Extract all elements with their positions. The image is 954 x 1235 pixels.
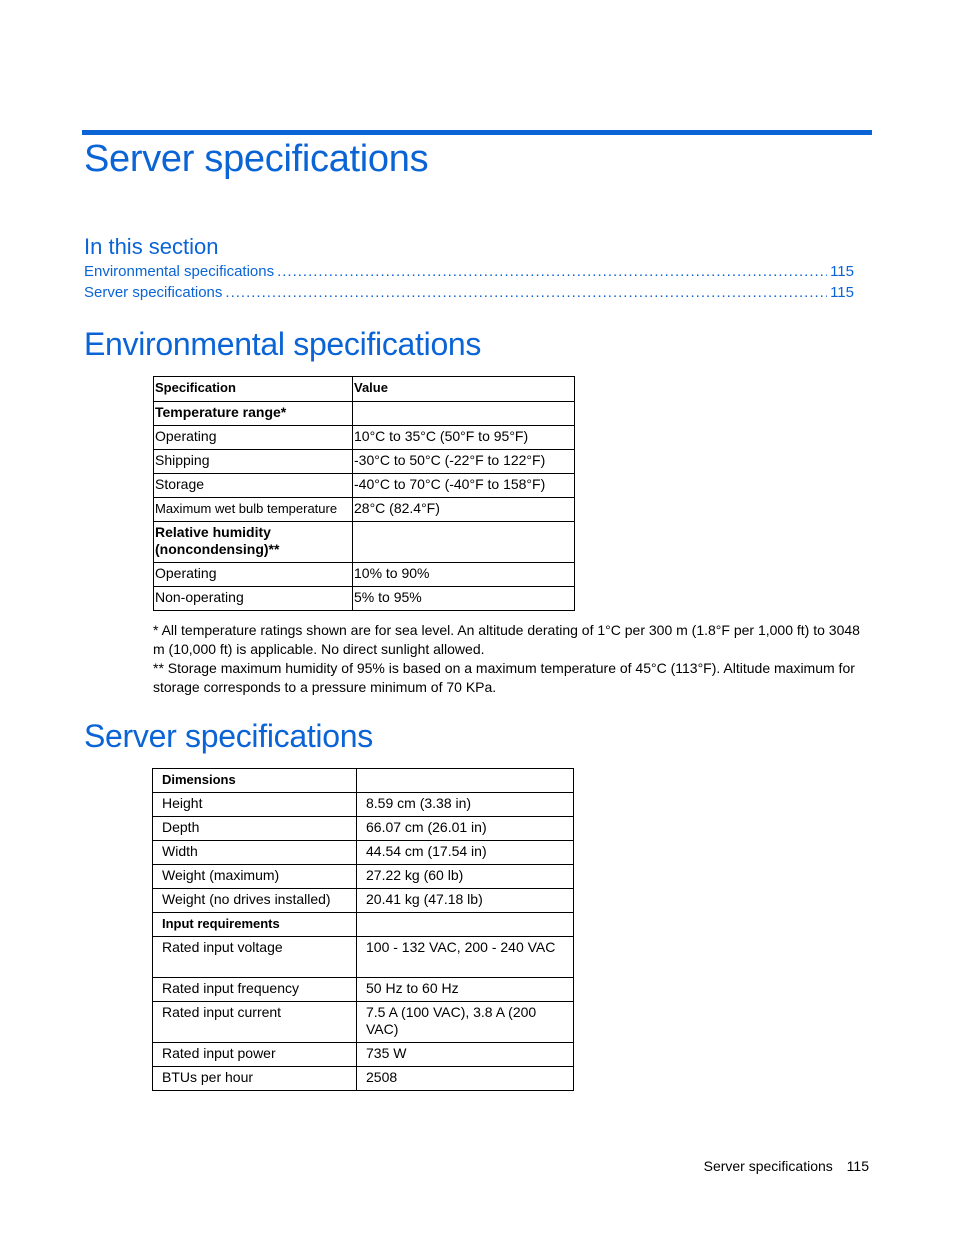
- table-cell: BTUs per hour: [153, 1067, 357, 1091]
- table-cell: Weight (no drives installed): [153, 889, 357, 913]
- footnote-humidity: ** Storage maximum humidity of 95% is based on a maximum temperature of 45°C (113°F). Altitude maximum for storage corresponds to a pressure minimum of 70 KPa.: [153, 660, 855, 695]
- table-cell: Relative humidity (noncondensing)**: [154, 522, 353, 563]
- server-specifications-heading: Server specifications: [84, 718, 373, 754]
- table-cell: Weight (maximum): [153, 865, 357, 889]
- table-row: [154, 522, 575, 563]
- table-row: [153, 769, 574, 793]
- table-row: [153, 1002, 574, 1043]
- table-row: [153, 793, 574, 817]
- table-row: [153, 865, 574, 889]
- page-title: Server specifications: [84, 138, 429, 180]
- table-cell: Operating: [154, 563, 353, 587]
- table-cell: Rated input current: [153, 1002, 357, 1043]
- table-row: [154, 563, 575, 587]
- table-cell: 10°C to 35°C (50°F to 95°F): [353, 426, 575, 450]
- table-cell: 10% to 90%: [353, 563, 575, 587]
- table-cell: Maximum wet bulb temperature: [154, 498, 353, 522]
- table-cell: Temperature range*: [154, 402, 353, 426]
- table-row: [153, 1043, 574, 1067]
- table-cell: [353, 402, 575, 426]
- table-cell: 2508: [357, 1067, 574, 1091]
- environmental-heading: Environmental specifications: [84, 326, 482, 362]
- table-cell: Dimensions: [153, 769, 357, 793]
- table-row: [153, 841, 574, 865]
- table-cell: [357, 913, 574, 937]
- table-cell: 5% to 95%: [353, 587, 575, 611]
- environmental-table: [153, 376, 575, 611]
- table-cell: -30°C to 50°C (-22°F to 122°F): [353, 450, 575, 474]
- footer-page-number: 115: [846, 1158, 869, 1174]
- table-row: [154, 474, 575, 498]
- toc-item-server[interactable]: [84, 284, 854, 301]
- table-cell: 8.59 cm (3.38 in): [357, 793, 574, 817]
- table-cell: Depth: [153, 817, 357, 841]
- footnote-temperature: * All temperature ratings shown are for sea level. An altitude derating of 1°C per 300 m (1.8°F per 1,000 ft) to 3048 m (10,000 ft) is applicable. No direct sunlight allowed.: [153, 622, 860, 657]
- table-cell: Operating: [154, 426, 353, 450]
- header-cell: Value: [353, 377, 575, 402]
- table-cell: Height: [153, 793, 357, 817]
- table-cell: Width: [153, 841, 357, 865]
- table-cell: 44.54 cm (17.54 in): [357, 841, 574, 865]
- toc-item-label: Server specifications: [84, 284, 223, 301]
- table-row: [153, 937, 574, 978]
- in-this-section-heading: In this section: [84, 234, 219, 259]
- table-cell: 7.5 A (100 VAC), 3.8 A (200 VAC): [357, 1002, 574, 1043]
- table-cell: 50 Hz to 60 Hz: [357, 978, 574, 1002]
- toc-item-environmental[interactable]: [84, 263, 854, 280]
- page-footer: [694, 1158, 869, 1174]
- header-cell: Specification: [154, 377, 353, 402]
- footer-section-label: Server specifications: [703, 1158, 833, 1174]
- table-cell: 27.22 kg (60 lb): [357, 865, 574, 889]
- table-cell: 100 - 132 VAC, 200 - 240 VAC: [357, 937, 574, 978]
- table-row: [154, 450, 575, 474]
- table-row: [153, 817, 574, 841]
- toc-item-label: Environmental specifications: [84, 263, 275, 280]
- toc-item-page: 115: [830, 263, 854, 280]
- table-cell: Non-operating: [154, 587, 353, 611]
- table-cell: Rated input power: [153, 1043, 357, 1067]
- table-cell: Shipping: [154, 450, 353, 474]
- toc-leader: [225, 284, 827, 301]
- table-row: [154, 426, 575, 450]
- table-row: [154, 498, 575, 522]
- server-specifications-table: [152, 768, 574, 1091]
- table-cell: 20.41 kg (47.18 lb): [357, 889, 574, 913]
- table-row: [153, 889, 574, 913]
- table-cell: Storage: [154, 474, 353, 498]
- toc-item-page: 115: [830, 284, 854, 301]
- table-cell: -40°C to 70°C (-40°F to 158°F): [353, 474, 575, 498]
- table-row: [154, 402, 575, 426]
- table-cell: Rated input voltage: [153, 937, 357, 978]
- table-cell: Input requirements: [153, 913, 357, 937]
- toc-leader: [277, 263, 827, 280]
- table-row: [153, 1067, 574, 1091]
- table-row: [154, 587, 575, 611]
- table-cell: 28°C (82.4°F): [353, 498, 575, 522]
- table-header-row: [154, 377, 575, 402]
- table-cell: 735 W: [357, 1043, 574, 1067]
- table-row: [153, 978, 574, 1002]
- table-row: [153, 913, 574, 937]
- table-cell: [357, 769, 574, 793]
- table-cell: [353, 522, 575, 563]
- table-cell: Rated input frequency: [153, 978, 357, 1002]
- table-cell: 66.07 cm (26.01 in): [357, 817, 574, 841]
- title-rule: [82, 130, 872, 135]
